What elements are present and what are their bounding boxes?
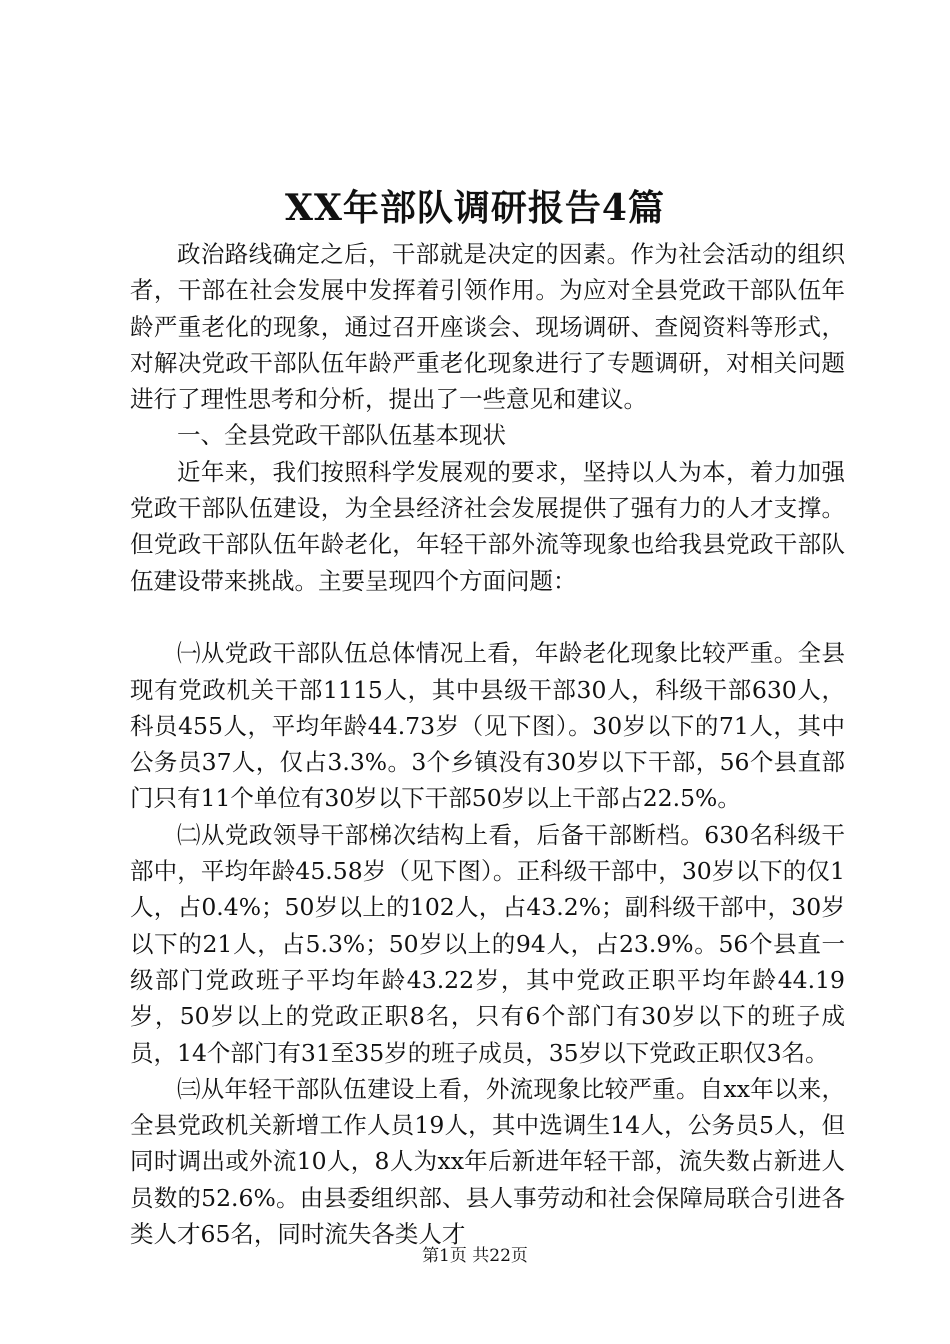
paragraph-intro: 政治路线确定之后，干部就是决定的因素。作为社会活动的组织者，干部在社会发展中发挥着引领作用。为应对全县党政干部队伍年龄严重老化的现象，通过召开座谈会、现场调研、查阅资料等形式，对解决党政干部队伍年龄严重老化现象进行了专题调研，对相关问题进行了理性思考和分析，提出了一些意见和建议。 [130,240,845,414]
paragraph-item-1: ㈠从党政干部队伍总体情况上看，年龄老化现象比较严重。全县现有党政机关干部1115人，其中县级干部30人，科级干部630人，科员455人，平均年龄44.73岁（见下图）。30岁以下的71人，其中公务员37人，仅占3.3%。3个乡镇没有30岁以下干部，56个县直部门只有11个单位有30岁以下干部50岁以上干部占22.5%。 [130,639,845,813]
document-body [130,236,845,1252]
paragraph-item-3: ㈢从年轻干部队伍建设上看，外流现象比较严重。自xx年以来，全县党政机关新增工作人员19人，其中选调生14人，公务员5人，但同时调出或外流10人，8人为xx年后新进年轻干部，流失数占新进人员数的52.6%。由县委组织部、县人事劳动和社会保障局联合引进各类人才65名，同时流失各类人才 [130,1074,845,1249]
document-title: XX年部队调研报告4篇 [285,187,665,229]
paragraph-item-2: ㈡从党政领导干部梯次结构上看，后备干部断档。630名科级干部中，平均年龄45.58岁（见下图）。正科级干部中，30岁以下的仅1人，占0.4%；50岁以上的102人，占43.2%；副科级干部中，30岁以下的21人，占5.3%；50岁以上的94人，占23.9%。56个县直一级部门党政班子平均年龄43.22岁，其中党政正职平均年龄44.19岁，50岁以上的党政正职8名，只有6个部门有30岁以下的班子成员，14个部门有31至35岁的班子成员，35岁以下党政正职仅3名。 [130,820,845,1067]
page-number-footer: 第1页 共22页 [422,1246,528,1266]
section-heading: 一、全县党政干部队伍基本现状 [177,421,506,450]
paragraph-overview: 近年来，我们按照科学发展观的要求，坚持以人为本，着力加强党政干部队伍建设，为全县经济社会发展提供了强有力的人才支撑。但党政干部队伍年龄老化，年轻干部外流等现象也给我县党政干部队伍建设带来挑战。主要呈现四个方面问题： [130,457,845,595]
blank-line [130,599,845,635]
